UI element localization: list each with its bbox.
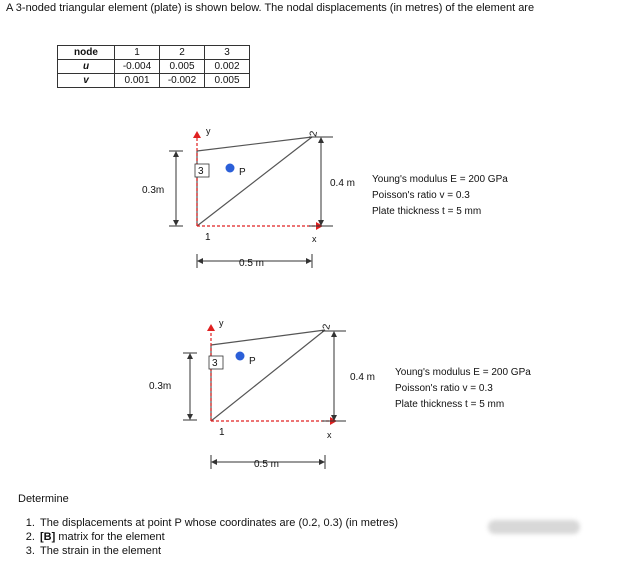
- list-item: [38, 516, 398, 530]
- table-row: [58, 74, 250, 88]
- task-text: The strain in the element: [40, 545, 162, 557]
- left-dimension-label: 0.3m: [149, 381, 172, 392]
- table-row: [58, 60, 250, 74]
- table-cell: -0.002: [160, 74, 205, 88]
- b-matrix-symbol: [B]: [40, 531, 56, 543]
- task-list: [22, 516, 398, 558]
- element-diagram-2: [0, 312, 637, 482]
- table-header-cell: 2: [160, 46, 205, 60]
- y-axis-arrow-icon: [207, 324, 215, 331]
- row-label-v: v: [58, 74, 115, 88]
- property-thickness: Plate thickness t = 5 mm: [395, 399, 505, 410]
- node-2-label: 2: [308, 130, 320, 138]
- redaction-smudge: [488, 520, 580, 534]
- node-1-label: 1: [205, 232, 211, 243]
- row-label-u: u: [58, 60, 115, 74]
- table-header-cell: 3: [205, 46, 250, 60]
- property-thickness: Plate thickness t = 5 mm: [372, 206, 482, 217]
- property-youngs-modulus: Young's modulus E = 200 GPa: [372, 174, 508, 185]
- bottom-dimension-label: 0.5 m: [239, 258, 265, 269]
- list-item: [38, 530, 398, 544]
- property-youngs-modulus: Young's modulus E = 200 GPa: [395, 367, 531, 378]
- node-3-label: 3: [198, 166, 204, 177]
- point-p-label: P: [239, 167, 246, 178]
- x-axis-label: x: [327, 430, 332, 440]
- list-item: [38, 544, 398, 558]
- table-header-cell: 1: [115, 46, 160, 60]
- property-poissons-ratio: Poisson's ratio v = 0.3: [395, 383, 493, 394]
- right-dimension-label: 0.4 m: [350, 372, 376, 383]
- node-1-label: 1: [219, 427, 225, 438]
- node-2-label: 2: [321, 323, 333, 331]
- node-3-label: 3: [212, 358, 218, 369]
- table-header-node: node: [58, 46, 115, 60]
- bottom-dimension-label: 0.5 m: [254, 459, 280, 470]
- right-dimension-label: 0.4 m: [330, 178, 356, 189]
- triangle-edge-top: [211, 330, 325, 345]
- table-header-row: [58, 46, 250, 60]
- y-axis-label: y: [206, 126, 211, 136]
- element-diagram-1: [0, 118, 637, 278]
- left-dimension-label: 0.3m: [142, 185, 165, 196]
- table-cell: 0.005: [205, 74, 250, 88]
- table-cell: -0.004: [115, 60, 160, 74]
- triangle-edge-hypotenuse: [197, 137, 312, 226]
- nodal-displacement-table: [57, 45, 250, 88]
- table-cell: 0.002: [205, 60, 250, 74]
- property-poissons-ratio: Poisson's ratio v = 0.3: [372, 190, 470, 201]
- x-axis-label: x: [312, 234, 317, 244]
- point-p-label: P: [249, 356, 256, 367]
- determine-heading: Determine: [18, 493, 69, 505]
- material-properties-1: [372, 172, 508, 220]
- problem-intro: A 3-noded triangular element (plate) is shown below. The nodal displacements (in metres) of the element are: [6, 2, 535, 14]
- table-cell: 0.005: [160, 60, 205, 74]
- point-p-marker: [226, 164, 235, 173]
- task-text: The displacements at point P whose coordinates are (0.2, 0.3) (in metres): [40, 517, 399, 529]
- task-text: matrix for the element: [55, 531, 165, 543]
- triangle-edge-hypotenuse: [211, 330, 325, 421]
- material-properties-2: [395, 365, 531, 413]
- table-cell: 0.001: [115, 74, 160, 88]
- y-axis-arrow-icon: [193, 131, 201, 138]
- point-p-marker: [236, 352, 245, 361]
- triangle-edge-top: [197, 137, 312, 151]
- y-axis-label: y: [219, 318, 224, 328]
